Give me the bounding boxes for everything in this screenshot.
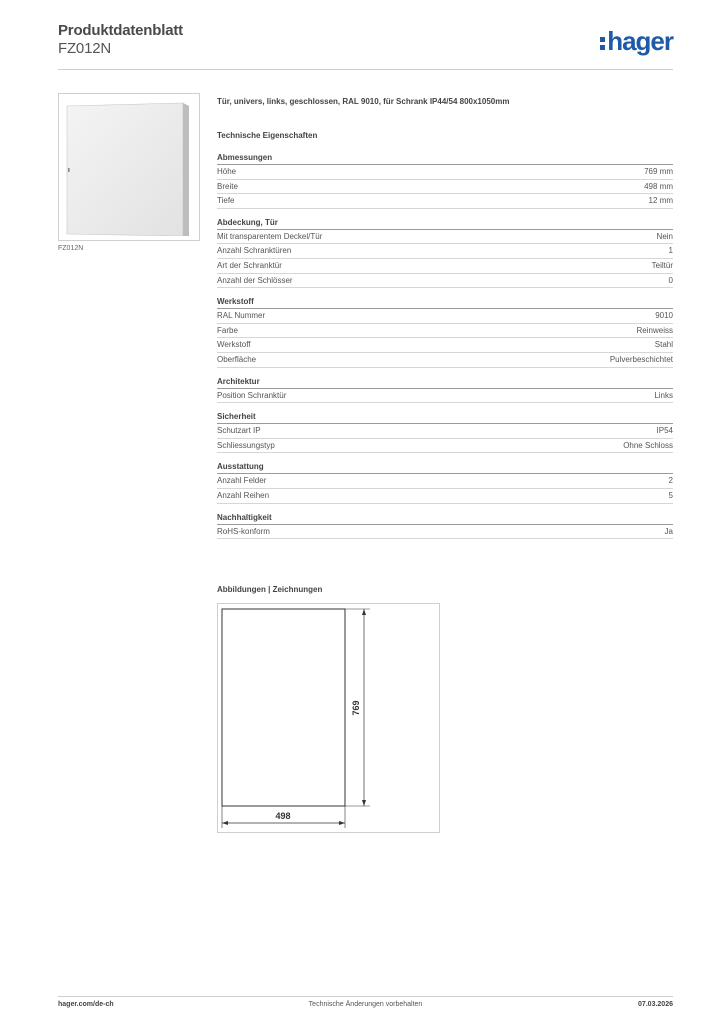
property-row xyxy=(217,244,673,259)
property-value: Links xyxy=(654,390,673,400)
section-title: Abmessungen xyxy=(217,153,673,165)
product-details xyxy=(217,97,673,548)
property-value: Stahl xyxy=(654,340,673,350)
footer-notice: Technische Änderungen vorbehalten xyxy=(308,1001,423,1008)
section-5 xyxy=(217,462,673,503)
property-label: Schliessungstyp xyxy=(217,440,275,450)
section-4 xyxy=(217,412,673,453)
properties-sections xyxy=(217,153,673,539)
document-title: Produktdatenblatt xyxy=(58,22,183,39)
property-value: 2 xyxy=(668,476,673,486)
cabinet-door-image xyxy=(65,102,191,236)
property-value: Nein xyxy=(656,231,673,241)
property-value: Ja xyxy=(664,526,673,536)
property-value: Reinweiss xyxy=(636,325,673,335)
section-0 xyxy=(217,153,673,209)
property-label: Art der Schranktür xyxy=(217,260,282,270)
property-row xyxy=(217,194,673,209)
property-row xyxy=(217,338,673,353)
property-row xyxy=(217,474,673,489)
product-code: FZ012N xyxy=(58,40,111,57)
property-value: 12 mm xyxy=(648,196,673,206)
property-label: Tiefe xyxy=(217,196,235,206)
section-title: Architektur xyxy=(217,377,673,389)
section-2 xyxy=(217,297,673,367)
page-header xyxy=(58,22,673,70)
dimension-drawing xyxy=(217,603,440,833)
property-value: 498 mm xyxy=(644,181,673,191)
property-label: Anzahl Reihen xyxy=(217,490,270,500)
section-title: Sicherheit xyxy=(217,412,673,424)
section-title: Werkstoff xyxy=(217,297,673,309)
dimension-drawing-svg xyxy=(218,604,441,834)
page-footer xyxy=(58,996,673,1010)
hager-logo xyxy=(600,26,673,56)
width-dimension-label: 498 xyxy=(275,811,291,821)
property-label: Werkstoff xyxy=(217,340,251,350)
property-row xyxy=(217,309,673,324)
property-label: Oberfläche xyxy=(217,354,257,364)
section-6 xyxy=(217,513,673,540)
property-row xyxy=(217,353,673,368)
property-label: Mit transparentem Deckel/Tür xyxy=(217,231,323,241)
property-row xyxy=(217,525,673,540)
property-row xyxy=(217,180,673,195)
section-3 xyxy=(217,377,673,404)
section-title: Nachhaltigkeit xyxy=(217,513,673,525)
property-label: RAL Nummer xyxy=(217,311,266,321)
property-row xyxy=(217,324,673,339)
property-value: 9010 xyxy=(655,311,673,321)
product-image xyxy=(58,93,200,241)
image-caption: FZ012N xyxy=(58,245,84,252)
height-dimension-label: 769 xyxy=(351,700,361,716)
property-label: Farbe xyxy=(217,325,238,335)
property-label: Anzahl Felder xyxy=(217,476,267,486)
property-row xyxy=(217,439,673,454)
tech-properties-title: Technische Eigenschaften xyxy=(217,131,318,140)
property-label: Breite xyxy=(217,181,238,191)
property-label: Höhe xyxy=(217,167,237,176)
property-value: 769 mm xyxy=(644,167,673,176)
property-row xyxy=(217,259,673,274)
property-row xyxy=(217,489,673,504)
property-row xyxy=(217,424,673,439)
illustrations-title: Abbildungen | Zeichnungen xyxy=(217,585,323,594)
property-row xyxy=(217,274,673,289)
property-value: Teiltür xyxy=(651,260,673,270)
logo-text: hager xyxy=(607,26,673,56)
section-1 xyxy=(217,218,673,288)
property-label: Anzahl der Schlösser xyxy=(217,275,293,285)
section-title: Abdeckung, Tür xyxy=(217,218,673,230)
footer-website-link[interactable]: hager.com/de-ch xyxy=(58,1001,114,1008)
property-value: IP54 xyxy=(656,426,673,436)
property-value: 5 xyxy=(668,490,673,500)
property-label: RoHS-konform xyxy=(217,526,270,536)
property-value: 0 xyxy=(668,275,673,285)
section-title: Ausstattung xyxy=(217,462,673,474)
logo-mark-icon xyxy=(600,37,605,50)
property-row xyxy=(217,230,673,245)
property-label: Anzahl Schranktüren xyxy=(217,246,292,256)
property-row xyxy=(217,389,673,404)
footer-date: 07.03.2026 xyxy=(637,1001,673,1008)
property-value: Ohne Schloss xyxy=(623,440,673,450)
property-row xyxy=(217,165,673,180)
property-label: Position Schranktür xyxy=(217,390,287,400)
product-description: Tür, univers, links, geschlossen, RAL 9010, für Schrank IP44/54 800x1050mm xyxy=(217,97,510,106)
property-value: 1 xyxy=(668,246,673,256)
property-value: Pulverbeschichtet xyxy=(609,354,673,364)
property-label: Schutzart IP xyxy=(217,426,261,436)
